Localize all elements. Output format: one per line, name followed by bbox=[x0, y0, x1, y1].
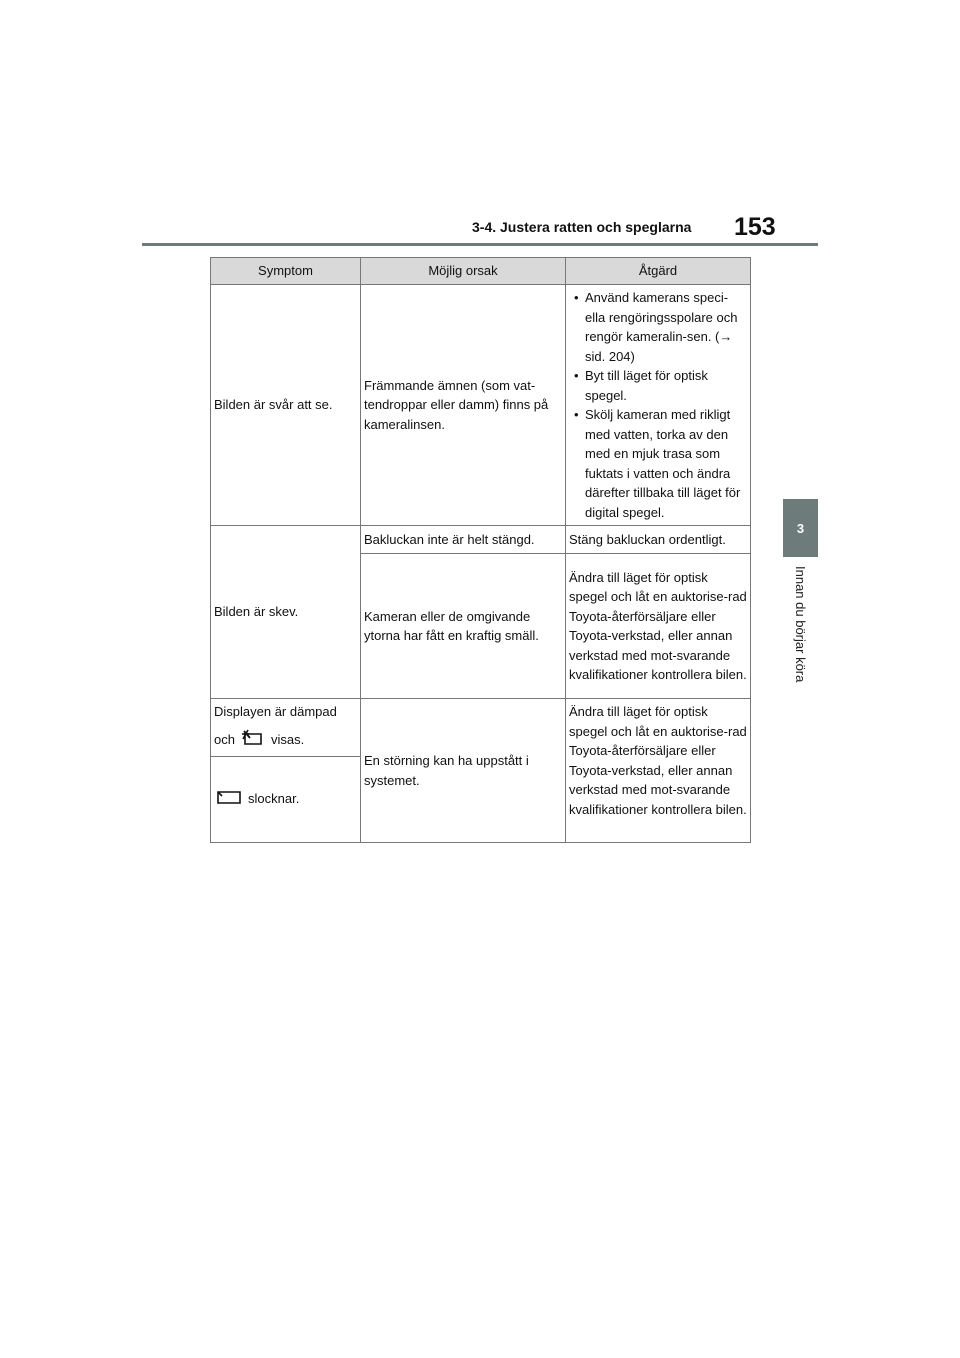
cause-cell: En störning kan ha uppstått i systemet. bbox=[361, 699, 566, 843]
header-symptom: Symptom bbox=[211, 258, 361, 285]
action-cell: Ändra till läget för optisk spegel och låt en auktorise-rad Toyota-återförsäljare eller Toyota-verkstad, eller annan verkstad med mot-svarande kvalifikationer kontrollera bilen. bbox=[566, 699, 751, 843]
cause-cell: Bakluckan inte är helt stängd. bbox=[361, 526, 566, 554]
cause-cell: Kameran eller de omgivande ytorna har fått en kraftig smäll. bbox=[361, 554, 566, 699]
header-action: Åtgärd bbox=[566, 258, 751, 285]
chapter-number: 3 bbox=[796, 520, 805, 536]
table-row bbox=[211, 526, 751, 554]
header-divider bbox=[142, 243, 818, 246]
symptom-suffix: slocknar. bbox=[248, 790, 300, 806]
symptom-cell: Bilden är skev. bbox=[211, 526, 361, 699]
cause-cell: Främmande ämnen (som vat-tendroppar eller damm) finns på kameralinsen. bbox=[361, 285, 566, 526]
chapter-title: Innan du börjar köra bbox=[793, 566, 808, 683]
chapter-tab bbox=[783, 499, 818, 557]
table-row bbox=[211, 699, 751, 757]
symptom-cell: Bilden är svår att se. bbox=[211, 285, 361, 526]
action-cell: Stäng bakluckan ordentligt. bbox=[566, 526, 751, 554]
section-title: 3-4. Justera ratten och speglarna bbox=[472, 219, 692, 235]
symptom-suffix: visas. bbox=[270, 731, 305, 747]
symptom-prefix: och bbox=[214, 731, 235, 747]
troubleshooting-table bbox=[210, 257, 751, 843]
camera-indicator-icon bbox=[216, 789, 242, 811]
symptom-line: Displayen är dämpad bbox=[214, 704, 337, 719]
list-item: • Använd kamerans speci-ella rengöringsspolare och rengör kameralin-sen. (→ sid. 204) bbox=[585, 288, 747, 366]
action-list bbox=[569, 288, 747, 522]
header-cause: Möjlig orsak bbox=[361, 258, 566, 285]
page-number: 153 bbox=[734, 213, 776, 241]
action-cell: Ändra till läget för optisk spegel och låt en auktorise-rad Toyota-återförsäljare eller Toyota-verkstad, eller annan verkstad med mot-svarande kvalifikationer kontrollera bilen. bbox=[566, 554, 751, 699]
table-header-row bbox=[211, 258, 751, 285]
symptom-line bbox=[214, 728, 357, 754]
table-row bbox=[211, 285, 751, 526]
action-cell bbox=[566, 285, 751, 526]
symptom-cell bbox=[211, 699, 361, 757]
symptom-cell bbox=[211, 757, 361, 843]
list-item: • Skölj kameran med rikligt med vatten, torka av den med en mjuk trasa som fuktats i vatten och ändra därefter tillbaka till läget för digital spegel. bbox=[585, 405, 747, 522]
camera-warning-icon bbox=[241, 728, 265, 754]
list-item: • Byt till läget för optisk spegel. bbox=[585, 366, 747, 405]
